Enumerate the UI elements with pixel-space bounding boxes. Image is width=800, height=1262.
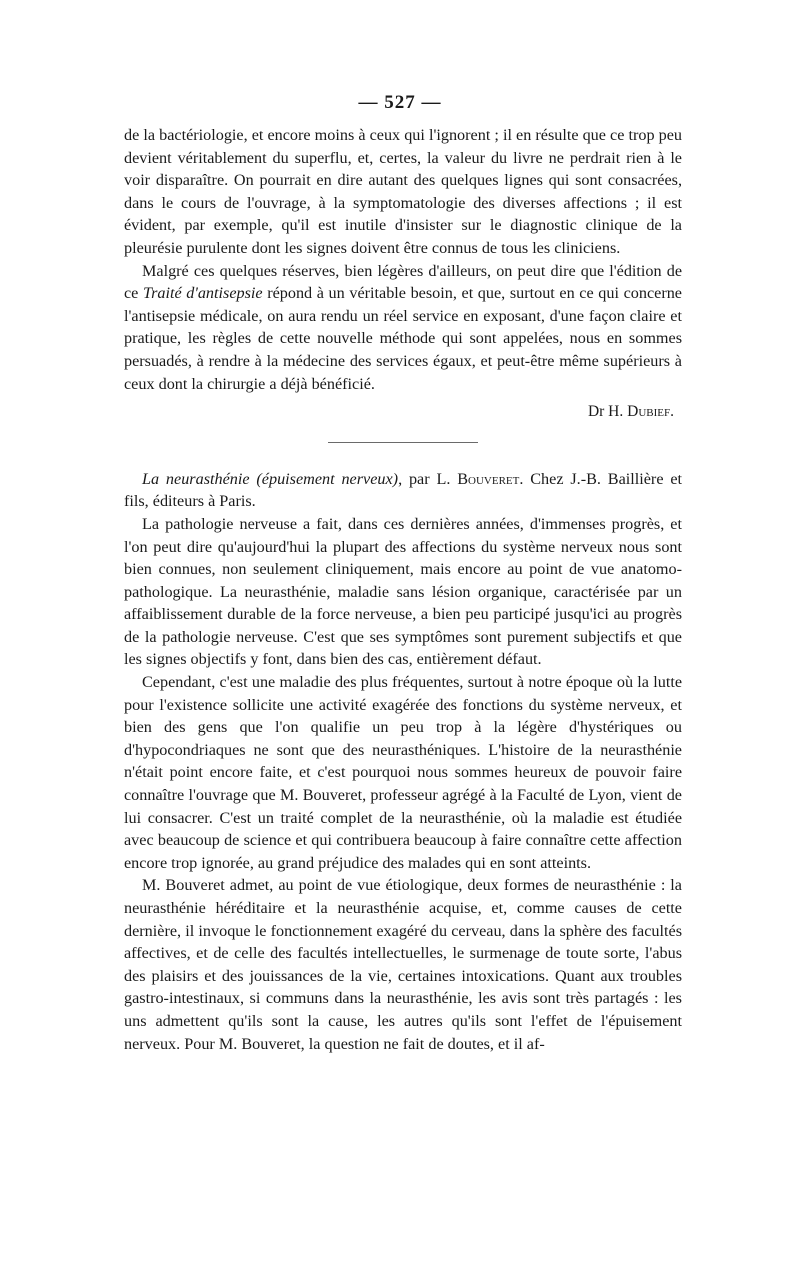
paragraph-text: répond à un véritable besoin, et que, surtout en ce qui concerne l'antisepsie médicale, on aura rendu un réel service en exposant, d'une façon claire et pratique, les règles de cette nouvelle méthode qui sont appelées, nous en sommes persuadés, à rendre à la médecine des services égaux, et peut-être même supérieurs à ceux dont la chirurgie a déjà bénéficié. [124, 284, 682, 393]
paragraph-reserves [124, 260, 682, 396]
page-number: — 527 — [358, 92, 442, 113]
section-divider [328, 442, 478, 443]
book-title-traite: Traité d'antisepsie [142, 284, 263, 303]
body-text [124, 124, 682, 1055]
paragraph-continuation: de la bactériologie, et encore moins à ceux qui l'ignorent ; il en résulte que ce trop peu devient véritablement du superflu, et, certes, la valeur du livre ne perdrait rien à le voir disparaître. On pourrait en dire autant des quelques lignes qui sont consacrées, dans le cours de l'ouvrage, à la symptomatologie des diverses affections ; il est évident, par exemple, qu'il est inutile d'insister sur le diagnostic clinique de la pleurésie purulente dont les signes doivent être connus de tous les cliniciens. [124, 126, 682, 257]
paragraph-text: Malgré ces quelques réserves, bien légères d'ailleurs, on peut dire que l'édition de ce [124, 261, 682, 303]
review-publisher: . Chez J.-B. Baillière et fils, éditeurs à Paris. [124, 469, 683, 511]
review-subtitle: (épuisement nerveux) [256, 469, 399, 488]
review-author: Bouveret [457, 469, 520, 488]
review-paragraph: La pathologie nerveuse a fait, dans ces dernières années, d'immenses progrès, et l'on peut dire qu'aujourd'hui la plupart des affections du système nerveux nous sont bien connues, non seulement cliniquement, mais encore au point de vue anatomo-pathologique. La neurasthénie, maladie sans lésion organique, caractérisée par un affaiblissement durable de la force nerveuse, a bien peu participé jusqu'ici au progrès de la pathologie nerveuse. C'est que ses symptômes sont purement subjectifs et que les signes objectifs y font, dans bien des cas, entièrement défaut. [124, 514, 682, 669]
review-by: , par L. [398, 469, 458, 488]
review-paragraph: Cependant, c'est une maladie des plus fréquentes, surtout à notre époque où la lutte pour l'existence sollicite une activité exagérée des fonctions du système nerveux, et bien des gens que l'on qualifie un peu trop à la légère d'hystériques ou d'hypocondriaques ne sont que des neurasthéniques. L'histoire de la neurasthénie n'était point encore faite, et c'est pourquoi nous sommes heureux de pouvoir faire connaître l'ouvrage que M. Bouveret, professeur agrégé à la Faculté de Lyon, vient de lui consacrer. C'est un traité complet de la neurasthénie, où la maladie est étudiée avec beaucoup de science et qui contribuera beaucoup à faire connaître cette affection encore trop ignorée, au grand préjudice des malades qui en sont atteints. [124, 673, 682, 872]
signature [124, 401, 682, 424]
review-heading [124, 468, 682, 513]
review-paragraph: M. Bouveret admet, au point de vue étiologique, deux formes de neurasthénie : la neurasthénie héréditaire et la neurasthénie acquise, et, comme causes de cette dernière, il invoque le fonctionnement exagéré du cerveau, dans la sphère des facultés affectives, et de celle des facultés intellectuelles, le surmenage de toute sorte, l'abus des plaisirs et des jouissances de la vie, certaines intoxications. Quant aux troubles gastro-intestinaux, si communs dans la neurasthénie, les avis sont très partagés : les uns admettent qu'ils sont la cause, les autres qu'ils sont l'effet de l'épuisement nerveux. Pour M. Bouveret, la question ne fait de doutes, et il af- [124, 876, 682, 1053]
review-title: La neurasthénie [142, 469, 250, 488]
signature-prefix: Dr H. [587, 403, 628, 421]
signature-name: Dubief. [627, 403, 674, 421]
